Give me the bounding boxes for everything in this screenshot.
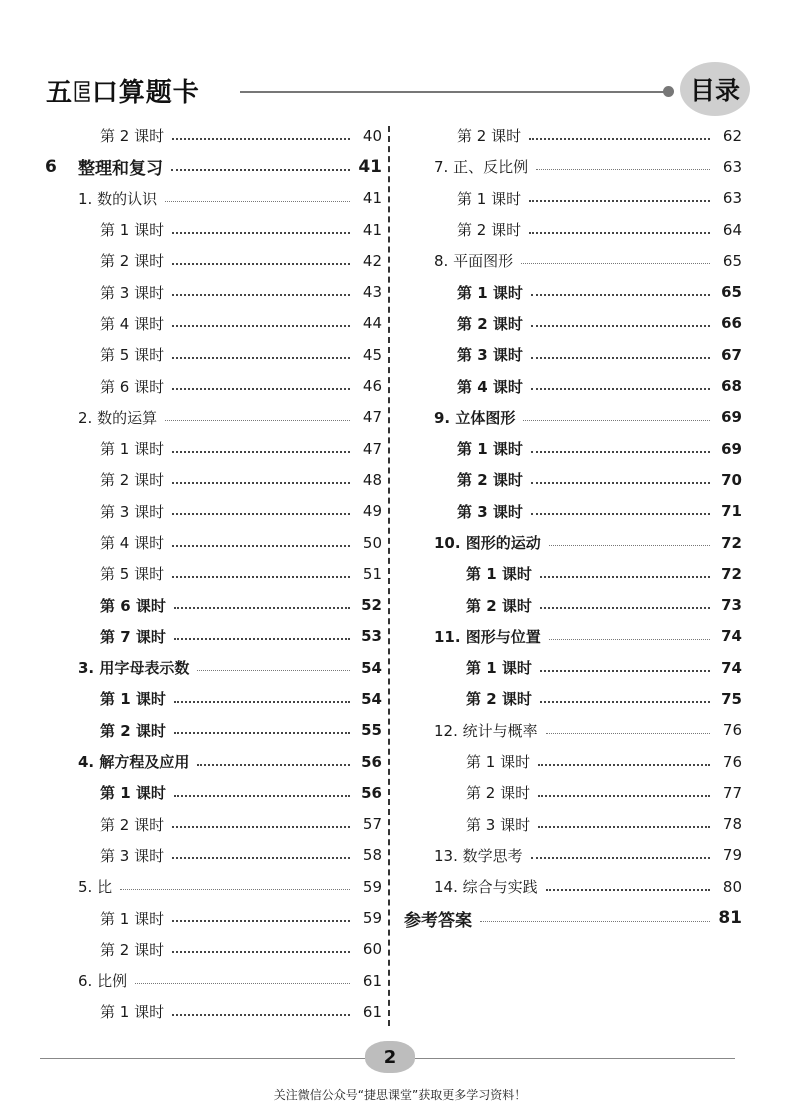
toc-entry[interactable] <box>404 871 742 902</box>
toc-entry[interactable] <box>404 840 742 871</box>
toc-entry-label: 第 1 课时 <box>457 440 523 459</box>
dot-leader <box>540 701 710 703</box>
chapter-number: 6 <box>45 156 57 177</box>
toc-entry-label: 第 1 课时 <box>100 784 166 803</box>
toc-entry[interactable] <box>45 715 382 746</box>
dot-leader <box>529 200 710 202</box>
book-title <box>46 72 200 109</box>
dot-leader <box>174 638 350 640</box>
toc-entry[interactable] <box>45 496 382 527</box>
toc-entry-page: 81 <box>718 908 742 929</box>
toc-entry-label: 3. 用字母表示数 <box>78 659 190 678</box>
dot-leader <box>172 857 350 859</box>
toc-entry-page: 42 <box>362 251 382 270</box>
toc-entry-label: 第 3 课时 <box>100 502 165 521</box>
toc-entry-label: 第 3 课时 <box>100 846 165 865</box>
dot-leader <box>529 138 710 140</box>
toc-entry-page: 74 <box>721 627 742 646</box>
toc-entry-label: 参考答案 <box>404 910 472 931</box>
toc-entry-page: 62 <box>722 126 742 145</box>
toc-entry[interactable] <box>45 746 382 777</box>
toc-entry[interactable] <box>404 652 742 683</box>
toc-entry[interactable] <box>404 245 742 276</box>
toc-entry[interactable] <box>404 370 742 401</box>
header-rule-dot <box>663 86 674 97</box>
dot-leader <box>529 232 710 234</box>
toc-entry-page: 65 <box>721 283 742 302</box>
dot-leader <box>531 857 710 859</box>
toc-entry-page: 41 <box>358 156 382 177</box>
toc-entry-page: 54 <box>361 658 382 677</box>
toc-entry-label: 4. 解方程及应用 <box>78 753 190 772</box>
toc-entry-page: 61 <box>362 971 382 990</box>
toc-entry-label: 第 2 课时 <box>466 690 532 709</box>
toc-entry[interactable] <box>45 840 382 871</box>
toc-entry-page: 65 <box>722 251 742 270</box>
toc-entry[interactable] <box>404 683 742 714</box>
toc-entry-label: 10. 图形的运动 <box>434 534 541 552</box>
toc-entry-label: 第 3 课时 <box>457 502 523 521</box>
toc-entry-page: 43 <box>362 283 382 302</box>
toc-entry-page: 56 <box>361 783 382 802</box>
dot-leader <box>165 201 350 202</box>
toc-entry-page: 79 <box>722 846 742 865</box>
toc-entry-page: 54 <box>361 689 382 708</box>
toc-entry-label: 第 4 课时 <box>100 534 165 552</box>
toc-entry-page: 80 <box>722 877 742 896</box>
dot-leader <box>549 639 710 640</box>
dot-leader <box>540 670 710 672</box>
toc-entry-label: 第 2 课时 <box>100 940 165 959</box>
toc-entry-page: 64 <box>722 220 742 239</box>
toc-entry-page: 45 <box>362 345 382 364</box>
toc-entry[interactable] <box>404 496 742 527</box>
toc-entry[interactable] <box>404 308 742 339</box>
toc-entry[interactable] <box>45 652 382 683</box>
toc-entry-page: 77 <box>722 783 742 802</box>
toc-entry[interactable] <box>45 558 382 589</box>
toc-entry-label: 14. 综合与实践 <box>434 878 538 897</box>
dot-leader <box>538 826 710 828</box>
toc-entry-page: 46 <box>362 377 382 396</box>
dot-leader <box>172 920 350 922</box>
dot-leader <box>120 889 350 890</box>
toc-entry[interactable] <box>45 120 382 151</box>
toc-entry[interactable] <box>45 809 382 840</box>
toc-entry-label: 2. 数的运算 <box>78 408 158 427</box>
header-rule <box>240 91 670 93</box>
toc-entry-page: 41 <box>362 189 382 208</box>
toc-entry-page: 52 <box>361 596 382 615</box>
toc-entry-page: 53 <box>361 627 382 646</box>
dot-leader <box>480 921 710 922</box>
dot-leader <box>165 420 350 421</box>
toc-entry-label: 第 3 课时 <box>466 815 531 834</box>
dot-leader <box>172 325 350 327</box>
dot-leader <box>174 607 350 609</box>
toc-entry-page: 66 <box>721 314 742 333</box>
dot-leader <box>531 357 710 359</box>
toc-entry[interactable] <box>45 370 382 401</box>
dot-leader <box>172 232 350 234</box>
dot-leader <box>172 294 350 296</box>
toc-entry-label: 第 1 课时 <box>457 189 522 208</box>
toc-entry-page: 41 <box>362 220 382 239</box>
dot-leader <box>531 513 710 515</box>
toc-entry[interactable] <box>45 996 382 1027</box>
toc-entry-label: 第 2 课时 <box>100 471 165 490</box>
toc-entry[interactable] <box>45 934 382 965</box>
toc-entry-label: 第 6 课时 <box>100 377 165 396</box>
toc-entry[interactable] <box>404 809 742 840</box>
toc-entry-label: 9. 立体图形 <box>434 408 516 427</box>
brand-suffix: 口算题卡 <box>91 78 200 108</box>
toc-entry[interactable] <box>45 621 382 652</box>
toc-entry-label: 第 2 课时 <box>466 784 531 803</box>
toc-entry[interactable] <box>45 276 382 307</box>
toc-entry-label: 第 2 课时 <box>100 815 165 834</box>
dot-leader <box>172 138 350 140</box>
dot-leader <box>540 607 710 609</box>
toc-entry[interactable] <box>404 621 742 652</box>
toc-entry-page: 57 <box>362 815 382 834</box>
toc-entry-label: 第 5 课时 <box>100 565 165 584</box>
toc-entry-label: 第 5 课时 <box>100 346 165 365</box>
toc-entry-page: 59 <box>362 877 382 896</box>
toc-entry-label: 13. 数学思考 <box>434 846 523 865</box>
toc-entry[interactable] <box>404 276 742 307</box>
dot-leader <box>172 826 350 828</box>
dot-leader <box>549 545 710 546</box>
toc-entry[interactable] <box>404 402 742 433</box>
toc-entry-label: 11. 图形与位置 <box>434 627 541 646</box>
toc-entry[interactable] <box>45 402 382 433</box>
toc-entry[interactable] <box>45 245 382 276</box>
toc-entry[interactable] <box>45 589 382 620</box>
dot-leader <box>172 388 350 390</box>
toc-entry-label: 第 4 课时 <box>457 377 523 396</box>
toc-entry-page: 59 <box>362 909 382 928</box>
toc-entry-label: 第 2 课时 <box>457 221 522 240</box>
toc-entry-page: 73 <box>721 596 742 615</box>
dot-leader <box>172 545 350 547</box>
toc-entry-label: 第 1 课时 <box>466 753 531 772</box>
toc-entry[interactable] <box>404 589 742 620</box>
toc-entry-label: 第 2 课时 <box>100 252 165 271</box>
toc-entry-label: 第 1 课时 <box>100 221 165 240</box>
toc-entry-page: 69 <box>721 439 742 458</box>
toc-entry-label: 第 7 课时 <box>100 627 166 646</box>
toc-entry[interactable] <box>45 464 382 495</box>
toc-entry-label: 第 1 课时 <box>100 1003 165 1022</box>
toc-entry-label: 5. 比 <box>78 878 113 897</box>
toc-entry[interactable] <box>45 871 382 902</box>
dot-leader <box>172 482 350 484</box>
toc-entry[interactable] <box>45 308 382 339</box>
dot-leader <box>174 701 350 703</box>
toc-entry-page: 75 <box>721 689 742 708</box>
toc-entry-label: 第 2 课时 <box>457 314 523 333</box>
toc-entry-label: 第 1 课时 <box>466 659 532 678</box>
toc-entry[interactable] <box>404 151 742 182</box>
dot-leader <box>172 263 350 265</box>
dot-leader <box>174 795 350 797</box>
dot-leader <box>531 388 710 390</box>
toc-entry[interactable] <box>45 965 382 996</box>
dot-leader <box>172 951 350 953</box>
dot-leader <box>538 764 710 766</box>
toc-entry-label: 第 2 课时 <box>457 127 522 146</box>
toc-entry-page: 47 <box>362 439 382 458</box>
toc-entry[interactable] <box>404 558 742 589</box>
toc-entry[interactable] <box>404 746 742 777</box>
toc-entry-page: 72 <box>721 564 742 583</box>
toc-entry-page: 55 <box>361 721 382 740</box>
toc-entry-page: 40 <box>362 126 382 145</box>
toc-entry-page: 44 <box>362 314 382 333</box>
dot-leader <box>521 263 710 264</box>
toc-entry-label: 1. 数的认识 <box>78 189 158 208</box>
toc-entry-page: 60 <box>362 940 382 959</box>
dot-leader <box>172 576 350 578</box>
dot-leader <box>531 482 710 484</box>
dot-leader <box>172 357 350 359</box>
toc-entry-page: 63 <box>722 157 742 176</box>
toc-entry-page: 51 <box>362 564 382 583</box>
brand-e-letter: E <box>73 78 92 108</box>
dot-leader <box>172 451 350 453</box>
toc-entry[interactable] <box>45 527 382 558</box>
toc-entry[interactable] <box>404 902 742 933</box>
dot-leader <box>523 420 710 421</box>
toc-entry[interactable] <box>404 433 742 464</box>
toc-entry[interactable] <box>404 339 742 370</box>
toc-entry-page: 76 <box>722 721 742 740</box>
toc-entry-label: 第 2 课时 <box>457 471 523 490</box>
toc-entry-label: 第 2 课时 <box>100 721 166 740</box>
toc-entry-label: 第 3 课时 <box>457 346 523 365</box>
dot-leader <box>540 576 710 578</box>
toc-entry[interactable] <box>404 715 742 746</box>
toc-entry-page: 63 <box>722 189 742 208</box>
dot-leader <box>174 732 350 734</box>
dot-leader <box>172 513 350 515</box>
dot-leader <box>531 451 710 453</box>
toc-entry-label: 6. 比例 <box>78 972 128 991</box>
dot-leader <box>531 294 710 296</box>
toc-entry-page: 78 <box>722 815 742 834</box>
toc-entry-label: 第 1 课时 <box>466 565 532 584</box>
toc-entry-label: 7. 正、反比例 <box>434 158 529 177</box>
dot-leader <box>546 733 710 734</box>
dot-leader <box>531 325 710 327</box>
toc-entry[interactable] <box>45 902 382 933</box>
toc-right-column <box>404 120 742 934</box>
footer-note: 关注微信公众号“捷思课堂”获取更多学习资料！ <box>273 1088 527 1102</box>
toc-entry-label: 第 1 课时 <box>457 283 523 302</box>
toc-entry-label: 第 2 课时 <box>466 596 532 615</box>
page-header <box>40 68 760 114</box>
brand-prefix: 五 <box>46 78 74 108</box>
toc-left-column <box>45 120 382 1028</box>
toc-entry[interactable] <box>45 183 382 214</box>
toc-entry-page: 72 <box>721 533 742 552</box>
toc-entry-label: 第 1 课时 <box>100 909 165 928</box>
toc-entry[interactable] <box>404 120 742 151</box>
toc-entry-label: 第 4 课时 <box>100 314 165 333</box>
page-number-badge: 2 <box>365 1041 415 1073</box>
toc-entry[interactable] <box>404 777 742 808</box>
toc-entry[interactable] <box>404 214 742 245</box>
dot-leader <box>536 169 710 170</box>
toc-entry[interactable] <box>45 151 382 182</box>
toc-badge: 目录 <box>680 62 750 116</box>
toc-entry[interactable] <box>45 433 382 464</box>
dot-leader <box>171 169 350 171</box>
toc-entry-page: 71 <box>721 502 742 521</box>
toc-entry-page: 56 <box>361 752 382 771</box>
toc-entry-label: 8. 平面图形 <box>434 252 514 271</box>
dot-leader <box>135 983 350 984</box>
toc-entry-page: 74 <box>721 658 742 677</box>
toc-entry-label: 第 3 课时 <box>100 283 165 302</box>
dot-leader <box>197 670 350 671</box>
toc-entry[interactable] <box>45 339 382 370</box>
toc-entry-page: 67 <box>721 345 742 364</box>
dot-leader <box>538 795 710 797</box>
toc-entry-page: 47 <box>362 408 382 427</box>
toc-entry-page: 48 <box>362 470 382 489</box>
toc-entry[interactable] <box>404 183 742 214</box>
toc-entry-label: 第 2 课时 <box>100 127 165 146</box>
toc-entry-label: 整理和复习 <box>78 159 163 180</box>
dot-leader <box>197 764 350 766</box>
dot-leader <box>546 889 710 891</box>
toc-entry-page: 61 <box>362 1002 382 1021</box>
toc-entry-page: 69 <box>721 408 742 427</box>
toc-entry-page: 49 <box>362 502 382 521</box>
toc-entry-label: 第 1 课时 <box>100 440 165 459</box>
toc-entry[interactable] <box>404 464 742 495</box>
toc-entry-page: 70 <box>721 470 742 489</box>
toc-entry[interactable] <box>45 214 382 245</box>
toc-entry[interactable] <box>45 683 382 714</box>
toc-entry-page: 50 <box>362 533 382 552</box>
toc-entry[interactable] <box>45 777 382 808</box>
dot-leader <box>172 1014 350 1016</box>
toc-entry[interactable] <box>404 527 742 558</box>
toc-entry-page: 58 <box>362 846 382 865</box>
toc-entry-label: 12. 统计与概率 <box>434 721 538 740</box>
toc-entry-page: 76 <box>722 752 742 771</box>
toc-entry-label: 第 6 课时 <box>100 596 166 615</box>
toc-entry-label: 第 1 课时 <box>100 690 166 709</box>
toc-entry-page: 68 <box>721 377 742 396</box>
column-divider <box>388 126 390 1026</box>
